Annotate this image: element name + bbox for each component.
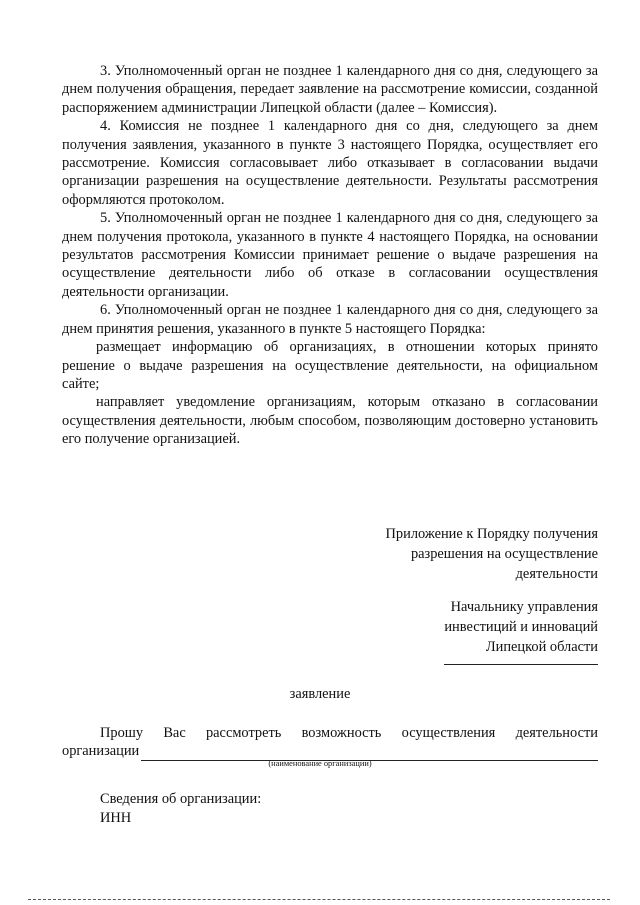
request-word: осуществления: [401, 725, 496, 741]
organization-name-caption: (наименование организации): [268, 759, 372, 768]
paragraph-5: 5. Уполномоченный орган не позднее 1 календарного дня со дня, следующего за днем получения протокола, указанного в пункте 4 настоящего Порядка, на основании результатов рассмотрения Комиссии принимает решение о выдаче разрешения на осуществление деятельности либо об отказе в согласовании осуществления деятельности организации.: [62, 210, 598, 300]
appendix-line: разрешения на осуществление: [410, 546, 598, 562]
inn-label: ИНН: [100, 810, 132, 826]
appendix-line: Приложение к Порядку получения: [385, 526, 598, 542]
addressee-block: [298, 597, 598, 657]
paragraph-6-item-1: размещает информацию об организациях, в отношении которых принято решение о выдаче разрешения на осуществление деятельности, на официальном сайте;: [62, 339, 598, 392]
addressee-signature-line: [444, 664, 598, 665]
request-word: рассмотреть: [205, 725, 282, 741]
appendix-line: деятельности: [515, 566, 598, 582]
organization-label: организации: [62, 743, 140, 760]
request-word: деятельности: [515, 725, 598, 741]
document-title: заявление: [289, 686, 351, 702]
request-first-line: [62, 724, 598, 742]
paragraph-4: 4. Комиссия не позднее 1 календарного дня со дня, следующего за днем получения заявления, указанного в пункте 3 настоящего Порядка, осуществляет его рассмотрение. Комиссия согласовывает либо отказывает в согласовании выдачи организации разрешения на осуществление деятельности. Результаты рассмотрения оформляются протоколом.: [62, 118, 598, 208]
paragraph-3: 3. Уполномоченный орган не позднее 1 календарного дня со дня, следующего за днем получения обращения, передает заявление на рассмотрение комиссии, созданной распоряжением администрации Липецкой области (далее – Комиссия).: [62, 63, 598, 116]
addressee-line: Липецкой области: [485, 639, 598, 655]
request-word: Вас: [163, 725, 186, 741]
appendix-header: [298, 524, 598, 584]
organization-info: [100, 790, 261, 828]
procedure-text: [62, 62, 598, 449]
paragraph-6-item-2: направляет уведомление организациям, которым отказано в согласовании осуществления деятельности, любым способом, позволяющим достоверно установить его получение организацией.: [62, 394, 598, 448]
request-word: возможность: [301, 725, 382, 741]
paragraph-6: 6. Уполномоченный орган не позднее 1 календарного дня со дня, следующего за днем принятия решения, указанного в пункте 5 настоящего Порядка:: [62, 302, 598, 337]
addressee-line: Начальнику управления: [450, 599, 598, 615]
addressee-line: инвестиций и инноваций: [444, 619, 598, 635]
request-text: [62, 724, 598, 761]
organization-info-heading: Сведения об организации:: [100, 791, 262, 807]
request-word: Прошу: [100, 725, 144, 741]
page-bottom-edge: [28, 899, 610, 900]
